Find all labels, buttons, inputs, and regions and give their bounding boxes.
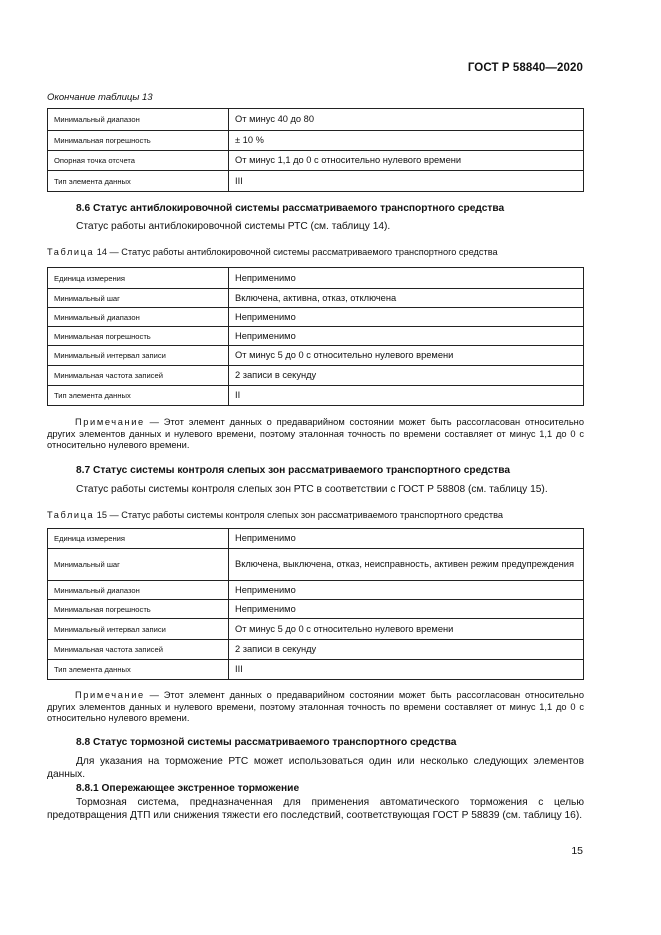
note-text: — Этот элемент данных о предаварийном состоянии может быть рассогласован относительно других элементов данных и нулевого времени, поэтому эталонная точность по времени составляет от минус 1,1 до 0 с относительно нулевого времени. bbox=[47, 417, 584, 451]
table-row bbox=[48, 366, 584, 386]
section-8-6-text: Статус работы антиблокировочной системы РТС (см. таблицу 14). bbox=[76, 221, 391, 232]
subsection-8-8-1-text-content: Тормозная система, предназначенная для применения автоматического торможения с целью предотвращения ДТП или снижения тяжести его последствий, соответствующая ГОСТ Р 58839 (см. таблицу 16). bbox=[47, 797, 584, 821]
section-8-8-text-content: Для указания на торможение РТС может использоваться один или несколько следующих элементов данных. bbox=[47, 756, 584, 780]
note-label: Примечание bbox=[75, 417, 145, 427]
table-14-caption bbox=[47, 247, 498, 257]
table-row bbox=[48, 289, 584, 308]
table-row bbox=[48, 171, 584, 192]
table-row bbox=[48, 346, 584, 366]
row-value: Неприменимо bbox=[229, 268, 584, 289]
row-value: II bbox=[229, 386, 584, 406]
table-row bbox=[48, 151, 584, 171]
subsection-8-8-1-text bbox=[47, 797, 584, 822]
row-key: Минимальный шаг bbox=[48, 289, 229, 308]
section-8-7-heading: 8.7 Статус системы контроля слепых зон рассматриваемого транспортного средства bbox=[76, 465, 511, 476]
table-row bbox=[48, 327, 584, 346]
table-row bbox=[48, 600, 584, 619]
table-14 bbox=[47, 267, 584, 406]
table-row bbox=[48, 529, 584, 549]
row-key: Минимальная погрешность bbox=[48, 327, 229, 346]
row-key: Минимальная погрешность bbox=[48, 131, 229, 151]
row-value: III bbox=[229, 660, 584, 680]
row-value: 2 записи в секунду bbox=[229, 640, 584, 660]
row-value: Включена, активна, отказ, отключена bbox=[229, 289, 584, 308]
note-label: Примечание bbox=[75, 690, 145, 700]
table-15-label: Таблица bbox=[47, 510, 95, 520]
row-key: Тип элемента данных bbox=[48, 660, 229, 680]
row-value: III bbox=[229, 171, 584, 192]
row-value: 2 записи в секунду bbox=[229, 366, 584, 386]
table-row bbox=[48, 581, 584, 600]
table-13-caption: Окончание таблицы 13 bbox=[47, 92, 153, 103]
table-15-note bbox=[47, 690, 584, 725]
row-value: Неприменимо bbox=[229, 600, 584, 619]
row-key: Минимальная частота записей bbox=[48, 640, 229, 660]
table-row bbox=[48, 268, 584, 289]
row-key: Минимальный интервал записи bbox=[48, 619, 229, 640]
table-row bbox=[48, 109, 584, 131]
row-value: Неприменимо bbox=[229, 308, 584, 327]
row-key: Минимальный диапазон bbox=[48, 308, 229, 327]
document-header: ГОСТ Р 58840—2020 bbox=[467, 62, 583, 74]
table-row bbox=[48, 386, 584, 406]
table-15-caption bbox=[47, 510, 503, 520]
row-value: ± 10 % bbox=[229, 131, 584, 151]
row-key: Единица измерения bbox=[48, 529, 229, 549]
table-row bbox=[48, 131, 584, 151]
row-value: От минус 1,1 до 0 с относительно нулевого времени bbox=[229, 151, 584, 171]
section-8-8-heading: 8.8 Статус тормозной системы рассматриваемого транспортного средства bbox=[76, 737, 457, 748]
note-text: — Этот элемент данных о предаварийном состоянии может быть рассогласован относительно других элементов данных и нулевого времени, поэтому эталонная точность по времени составляет от минус 1,1 до 0 с относительно нулевого времени. bbox=[47, 690, 584, 724]
row-key: Минимальный диапазон bbox=[48, 581, 229, 600]
row-key: Опорная точка отсчета bbox=[48, 151, 229, 171]
row-key: Минимальная частота записей bbox=[48, 366, 229, 386]
row-key: Минимальный интервал записи bbox=[48, 346, 229, 366]
section-8-6-heading: 8.6 Статус антиблокировочной системы рассматриваемого транспортного средства bbox=[76, 203, 505, 214]
row-key: Минимальный шаг bbox=[48, 549, 229, 581]
table-14-title: 14 — Статус работы антиблокировочной системы рассматриваемого транспортного средства bbox=[94, 247, 498, 257]
table-15-title: 15 — Статус работы системы контроля слепых зон рассматриваемого транспортного средства bbox=[94, 510, 503, 520]
table-15 bbox=[47, 528, 584, 680]
row-value: От минус 40 до 80 bbox=[229, 109, 584, 131]
table-14-label: Таблица bbox=[47, 247, 95, 257]
row-value: От минус 5 до 0 с относительно нулевого времени bbox=[229, 346, 584, 366]
section-8-7-text: Статус работы системы контроля слепых зон РТС в соответствии с ГОСТ Р 58808 (см. таблицу 15). bbox=[76, 484, 548, 495]
row-key: Тип элемента данных bbox=[48, 171, 229, 192]
page-number: 15 bbox=[571, 845, 583, 857]
table-row bbox=[48, 640, 584, 660]
table-row bbox=[48, 660, 584, 680]
row-key: Минимальный диапазон bbox=[48, 109, 229, 131]
row-value: Неприменимо bbox=[229, 581, 584, 600]
table-row bbox=[48, 549, 584, 581]
row-key: Тип элемента данных bbox=[48, 386, 229, 406]
section-8-8-text bbox=[47, 756, 584, 781]
row-value: Включена, выключена, отказ, неисправность, активен режим предупреждения bbox=[229, 549, 584, 581]
table-row bbox=[48, 308, 584, 327]
row-value: Неприменимо bbox=[229, 529, 584, 549]
row-key: Единица измерения bbox=[48, 268, 229, 289]
subsection-8-8-1-heading: 8.8.1 Опережающее экстренное торможение bbox=[76, 783, 300, 794]
row-key: Минимальная погрешность bbox=[48, 600, 229, 619]
table-14-note bbox=[47, 417, 584, 452]
row-value: От минус 5 до 0 с относительно нулевого времени bbox=[229, 619, 584, 640]
row-value: Неприменимо bbox=[229, 327, 584, 346]
table-13 bbox=[47, 108, 584, 192]
table-row bbox=[48, 619, 584, 640]
